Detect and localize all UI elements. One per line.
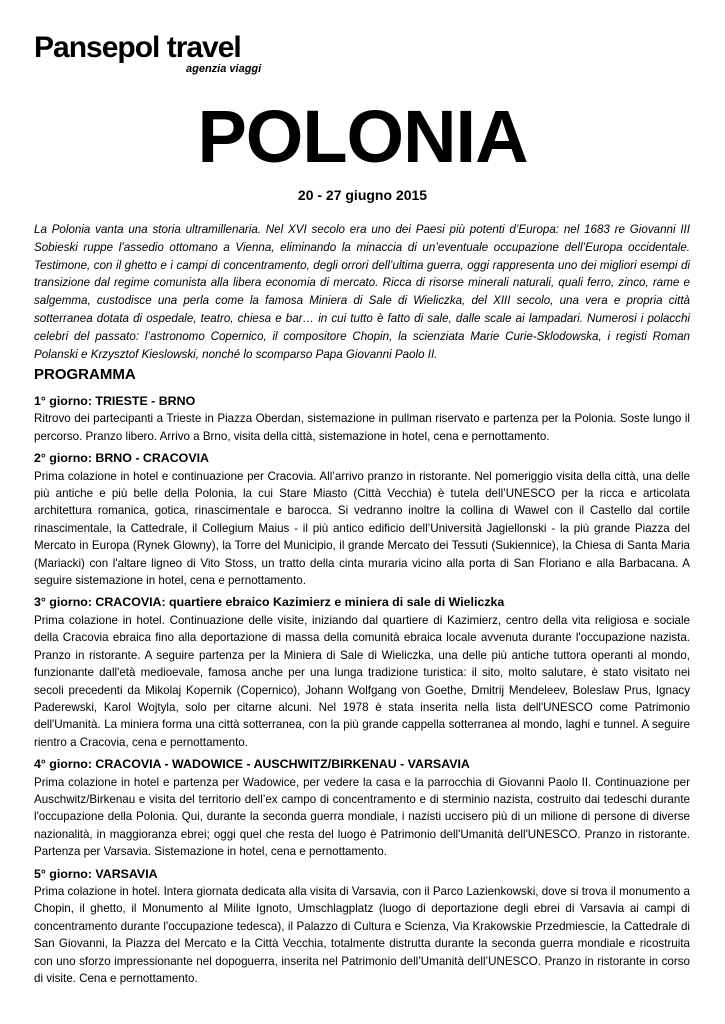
intro-paragraph: La Polonia vanta una storia ultramillenaria. Nel XVI secolo era uno dei Paesi più potenti d’Europa: nel 1683 re Giovanni III Sobieski ruppe l’assedio ottomano a Vienna, eliminando la minaccia di un’eventuale occupazione dell’Europa occidentale. Testimone, con il ghetto e i campi di concentramento, degli orrori dell’ultima guerra, oggi rappresenta uno dei migliori esempi di transizione dal regime comunista alla libera economia di mercato. Ricca di risorse minerali naturali, quali ferro, zinco, rame e salgemma, custodisce una perla come la famosa Miniera di Sale di Wieliczka, del XIII secolo, una vera e propria città sotterranea dotata di ospedale, teatro, chiesa e bar… in cui tutto è fatto di sale, dalle scale ai lampadari. Numerosi i polacchi celebri del passato: l’astronomo Copernico, il compositore Chopin, la scienziata Marie Curie-Sklodowska, i registi Roman Polanski e Krzysztof Kieslowski, nonché lo scomparso Papa Giovanni Paolo II. (34, 223, 690, 361)
program-days (34, 393, 690, 992)
day-description: Prima colazione in hotel. Continuazione delle visite, iniziando dal quartiere di Kazimierz, centro della vita religiosa e sociale della Cracovia ebraica fino alla deportazione di massa della comunità ebraica locale avvenuta durante l'occupazione nazista. Pranzo in ristorante. A seguire partenza per la Miniera di Sale di Wieliczka, una delle più antiche tuttora operanti al mondo, funzionante dall'età medioevale, famosa anche per una lunga tradizione turistica: il sito, molto salutare, è stato visitato nei secoli precedenti da Mikolaj Kopernik (Copernico), Johann Wolfgang von Goethe, Dmitrij Mendeleev, Boleslaw Prus, Ignacy Paderewski, Karol Wojtyla, solo per citarne alcuni. Nel 1978 è stata inserita nella lista dell'UNESCO come Patrimonio dell'Umanità. La miniera forma una città sotterranea, con la più grande cappella sotterranea al mondo, laghi e tunnel. A seguire rientro a Cracovia, cena e pernottamento. (34, 613, 690, 749)
program-heading: PROGRAMMA (34, 366, 136, 383)
day-3 (34, 594, 690, 751)
logo-subtitle: agenzia viaggi (186, 63, 262, 75)
day-5 (34, 866, 690, 988)
logo-main-text: Pansepol travel (34, 31, 241, 64)
day-heading: 5° giorno: VARSAVIA (34, 866, 158, 881)
trip-dates: 20 - 27 giugno 2015 (297, 187, 428, 203)
day-heading: 3° giorno: CRACOVIA: quartiere ebraico Kazimierz e miniera di sale di Wieliczka (34, 595, 505, 610)
day-4 (34, 756, 690, 860)
day-description: Ritrovo dei partecipanti a Trieste in Piazza Oberdan, sistemazione in pullman riservato e partenza per la Polonia. Soste lungo il percorso. Pranzo libero. Arrivo a Brno, visita della città, sistemazione in hotel, cena e pernottamento. (34, 412, 690, 443)
day-description: Prima colazione in hotel e continuazione per Cracovia. All’arrivo pranzo in ristorante. Nel pomeriggio visita della città, una delle più antiche e più belle della Polonia, la cui Stare Miasto (Città Vecchia) è tutela dell’UNESCO per la ricca e articolata architettura romanica, gotica, rinascimentale e barocca. Si vedranno inoltre la collina di Wawel con il Castello dal cortile rinascimentale, la Cattedrale, il Collegium Maius - il più antico edificio dell’Università Jagiellonski - la più grande Piazza del Mercato in Europa (Rynek Glowny), la Torre del Municipio, il grande Mercato dei Tessuti (Sukiennice), la Chiesa di Santa Maria (Mariacki) con l'altare ligneo di Vito Stoss, un tratto della cinta muraria vicino alla porta di San Floriano e alla Barbacana. A seguire sistemazione in hotel, cena e pernottamento. (34, 469, 690, 588)
day-heading: 2° giorno: BRNO - CRACOVIA (34, 451, 209, 466)
day-description: Prima colazione in hotel e partenza per Wadowice, per vedere la casa e la parrocchia di Giovanni Paolo II. Continuazione per Auschwitz/Birkenau e visita del territorio dell’ex campo di concentramento e di sterminio nazista, costruito dai tedeschi durante l'occupazione della Polonia. Qui, durante la seconda guerra mondiale, i nazisti uccisero più di un milione di persone di diverse nazionalità, in maggioranza ebrei; oggi quel che resta del luogo è Patrimonio dell'Umanità dell'UNESCO. Pranzo in ristorante. Partenza per Varsavia. Sistemazione in hotel, cena e pernottamento. (34, 775, 690, 859)
day-description: Prima colazione in hotel. Intera giornata dedicata alla visita di Varsavia, con il Parco Lazienkowski, dove si trova il monumento a Chopin, il ghetto, il Monumento al Milite Ignoto, Umschlagplatz (luogo di deportazione degli ebrei di Varsavia ai campi di concentramento durante l'occupazione tedesca), il Palazzo di Cultura e Scienza, Via Krakowskie Przedmiescie, la Cattedrale di San Giovanni, la Piazza del Mercato e la Città Vecchia, totalmente distrutta durante la seconda guerra mondiale e ricostruita con uno sforzo impressionante nel dopoguerra, inserita nel Patrimonio dell’Umanità dell’UNESCO. Pranzo in ristorante in corso di visite. Cena e pernottamento. (34, 884, 690, 985)
day-heading: 4° giorno: CRACOVIA - WADOWICE - AUSCHWITZ/BIRKENAU - VARSAVIA (34, 757, 470, 772)
page-title: POLONIA (197, 95, 528, 178)
day-1 (34, 393, 690, 445)
day-2 (34, 450, 690, 589)
agency-logo (34, 30, 274, 80)
day-heading: 1° giorno: TRIESTE - BRNO (34, 394, 196, 408)
